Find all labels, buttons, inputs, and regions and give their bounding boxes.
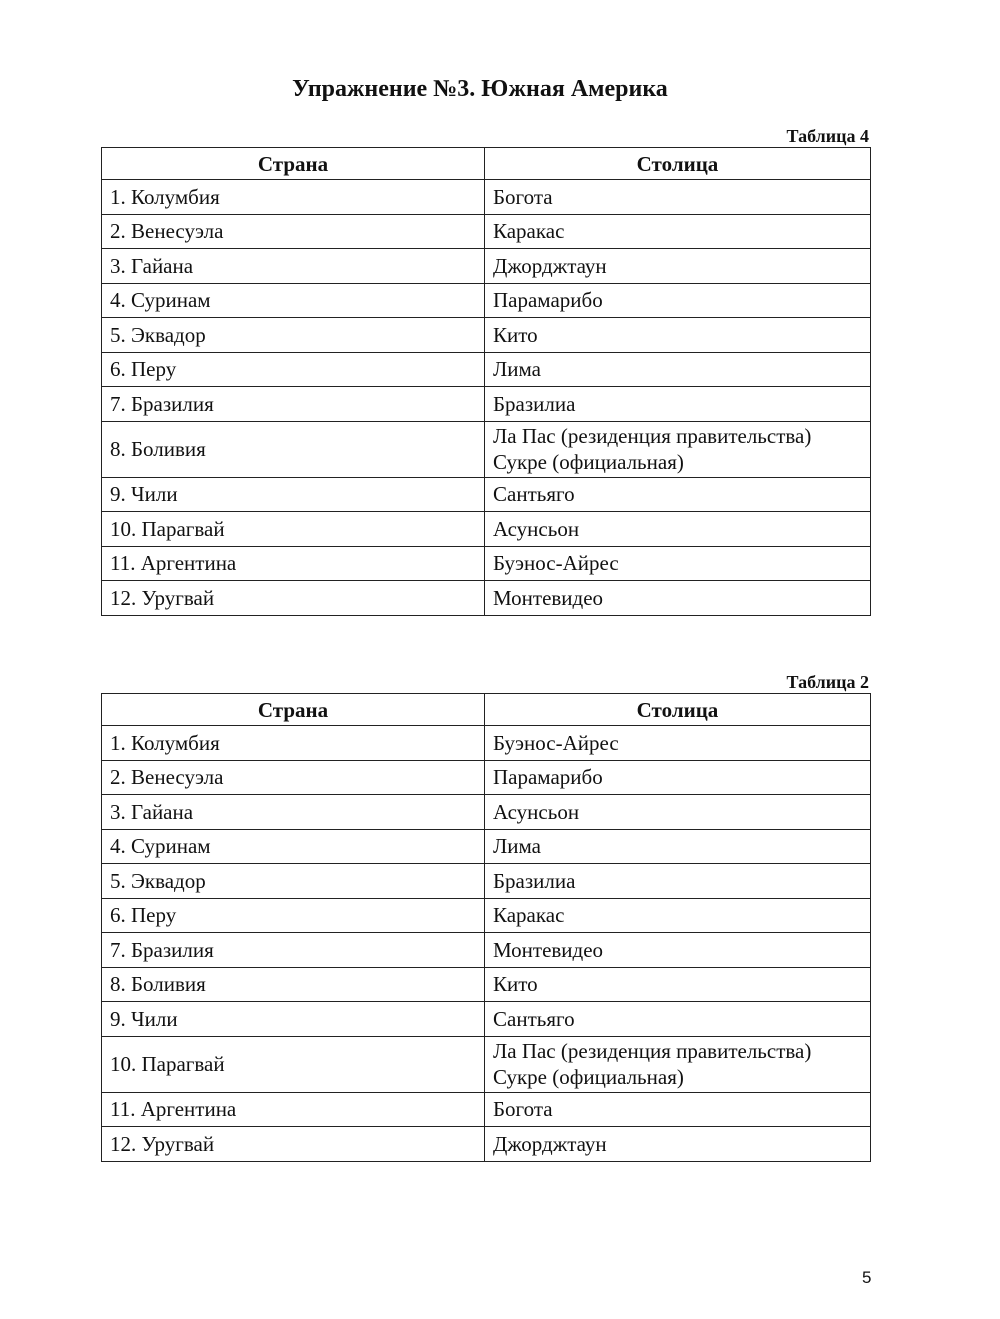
capital-name: Кито [493,972,538,997]
table1-body [102,180,871,616]
capital-cell [485,898,871,933]
table-row [102,760,871,795]
page-title: Упражнение №3. Южная Америка [292,76,668,102]
capital-name: Бразилиа [493,868,576,893]
table-row [102,318,871,353]
capital-name: Кито [493,322,538,347]
capital-name: Парамарибо [493,765,603,790]
capital-cell [485,546,871,581]
country-cell: 12. Уругвай [102,581,485,616]
table-row [102,512,871,547]
capital-name: Джорджтаун [493,1131,607,1156]
capital-name: Бразилиа [493,391,576,416]
table-row [102,477,871,512]
country-cell: 11. Аргентина [102,546,485,581]
table-row [102,581,871,616]
country-cell: 5. Эквадор [102,864,485,899]
capital-name: Богота [493,184,553,209]
capital-cell [485,421,871,477]
capital-name: Богота [493,1097,553,1122]
country-cell: 3. Гайана [102,795,485,830]
capital-name: Асунсьон [493,516,580,541]
capital-name: Буэнос-Айрес [493,551,619,576]
table-row [102,795,871,830]
capital-cell [485,581,871,616]
capital-cell [485,283,871,318]
capital-name: Монтевидео [493,937,604,962]
capital-cell [485,726,871,761]
capital-cell [485,1127,871,1162]
capital-cell [485,318,871,353]
table2-header-row [102,694,871,726]
table-row [102,1127,871,1162]
capital-cell [485,214,871,249]
page-number: 5 [862,1268,872,1287]
column-header-country: Страна [102,148,485,180]
country-cell: 4. Суринам [102,283,485,318]
capital-name: Асунсьон [493,799,580,824]
country-cell: 3. Гайана [102,249,485,284]
capital-name: Сантьяго [493,1006,575,1031]
table-row [102,898,871,933]
capital-cell [485,512,871,547]
country-cell: 7. Бразилия [102,933,485,968]
capital-cell [485,760,871,795]
country-cell: 8. Боливия [102,967,485,1002]
country-cell: 11. Аргентина [102,1092,485,1127]
capital-cell [485,933,871,968]
capital-cell [485,829,871,864]
capital-cell [485,795,871,830]
table2-body [102,726,871,1162]
country-cell: 2. Венесуэла [102,760,485,795]
capital-name: Лима [493,357,541,382]
table2 [101,693,871,1162]
country-cell: 10. Парагвай [102,1036,485,1092]
capital-name: Каракас [493,219,565,244]
country-cell: 5. Эквадор [102,318,485,353]
capital-name: Буэнос-Айрес [493,730,619,755]
capital-cell [485,180,871,215]
table-row [102,1002,871,1037]
country-cell: 7. Бразилия [102,387,485,422]
capital-cell [485,477,871,512]
country-cell: 6. Перу [102,352,485,387]
table-row [102,864,871,899]
capital-name: Сукре (официальная) [493,450,684,474]
column-header-country: Страна [102,694,485,726]
capital-name: Парамарибо [493,288,603,313]
capital-cell [485,864,871,899]
country-cell: 10. Парагвай [102,512,485,547]
capital-name: Сукре (официальная) [493,1065,684,1089]
table1 [101,147,871,616]
table1-caption: Таблица 4 [786,126,869,146]
country-cell: 2. Венесуэла [102,214,485,249]
table-row [102,726,871,761]
table-row [102,967,871,1002]
capital-name: Джорджтаун [493,253,607,278]
table-row [102,214,871,249]
capital-cell [485,1036,871,1092]
country-cell: 8. Боливия [102,421,485,477]
capital-cell [485,967,871,1002]
country-cell: 6. Перу [102,898,485,933]
table-row [102,933,871,968]
table-row [102,283,871,318]
capital-cell [485,387,871,422]
table-row [102,180,871,215]
table2-caption: Таблица 2 [786,672,869,692]
capital-cell [485,1092,871,1127]
capital-name: Каракас [493,903,565,928]
table-row [102,546,871,581]
table-row [102,352,871,387]
country-cell: 1. Колумбия [102,180,485,215]
capital-name: Сантьяго [493,482,575,507]
table-row [102,1036,871,1092]
capital-cell [485,1002,871,1037]
table-row [102,249,871,284]
country-cell: 12. Уругвай [102,1127,485,1162]
country-cell: 9. Чили [102,1002,485,1037]
column-header-capital: Столица [485,148,871,180]
country-cell: 9. Чили [102,477,485,512]
capital-name: Ла Пас (резиденция правительства) [493,1039,812,1063]
capital-name: Монтевидео [493,585,604,610]
column-header-capital: Столица [485,694,871,726]
table1-header-row [102,148,871,180]
table-row [102,829,871,864]
country-cell: 4. Суринам [102,829,485,864]
table-row [102,1092,871,1127]
capital-name: Ла Пас (резиденция правительства) [493,424,812,448]
table-row [102,421,871,477]
capital-cell [485,249,871,284]
capital-cell [485,352,871,387]
capital-name: Лима [493,834,541,859]
country-cell: 1. Колумбия [102,726,485,761]
table-row [102,387,871,422]
